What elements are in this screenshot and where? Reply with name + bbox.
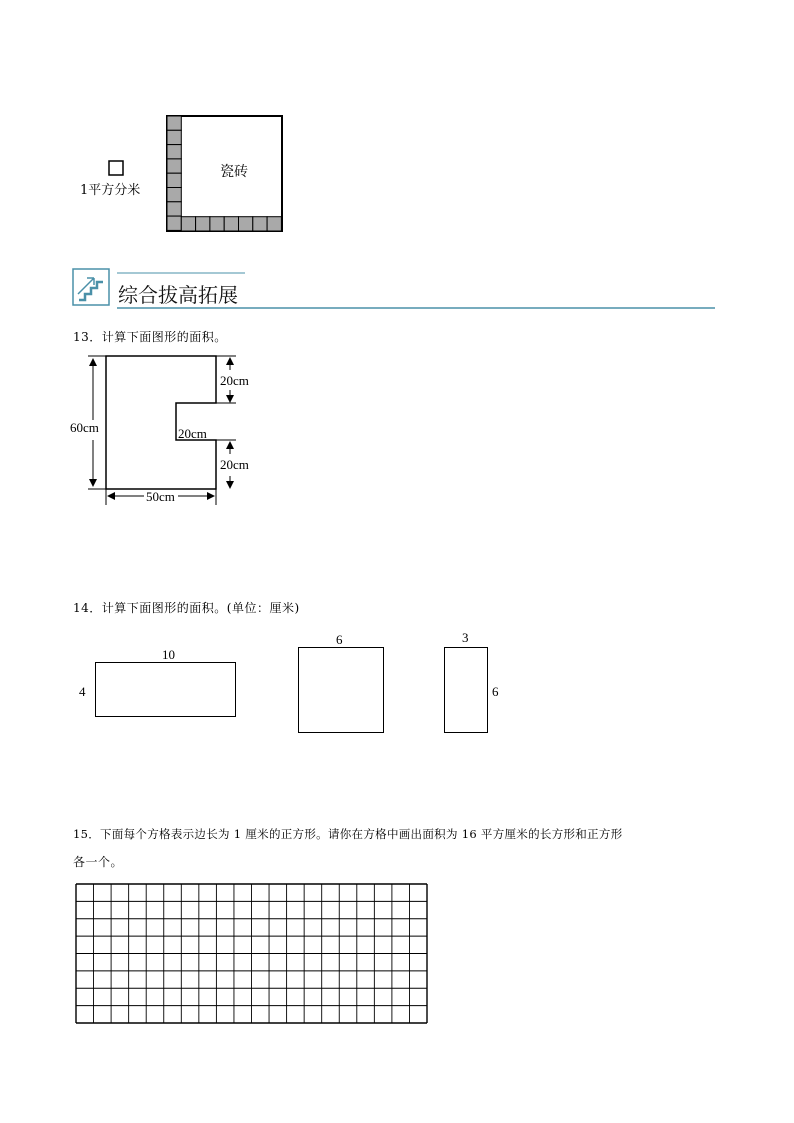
unit-label: 1平方分米 — [80, 183, 141, 198]
section-title: 综合拔高拓展 — [118, 283, 238, 307]
q14-rect2-height-label: 6 — [492, 684, 499, 699]
tile-cell — [167, 130, 181, 144]
q14-rect1-width-label: 10 — [162, 647, 175, 662]
tile-cell — [196, 217, 210, 231]
q13-text: 13．计算下面图形的面积。 — [73, 330, 227, 344]
tile-figure-svg — [70, 110, 300, 240]
tile-cell — [167, 188, 181, 202]
unit-square — [109, 161, 123, 175]
q13-bottom-width-label: 50cm — [146, 489, 175, 504]
tile-cell — [181, 217, 195, 231]
q15-text-line1: 15．下面每个方格表示边长为 1 厘米的正方形。请你在方格中画出面积为 16 平方厘米的长方形和正方形 — [73, 827, 623, 841]
q15-grid[interactable] — [75, 883, 428, 1024]
q14-square-side-label: 6 — [336, 632, 343, 647]
tile-cell — [167, 159, 181, 173]
tile-cell — [224, 217, 238, 231]
notched-shape — [106, 356, 216, 489]
q14-rect1-height-label: 4 — [79, 684, 86, 699]
q13-figure — [60, 350, 280, 510]
tile-cell — [267, 217, 281, 231]
tile-cell — [239, 217, 253, 231]
tile-cell — [167, 216, 181, 230]
q14-text: 14．计算下面图形的面积。(单位：厘米) — [73, 601, 300, 615]
tile-figure — [70, 110, 300, 240]
q13-left-height-label: 60cm — [70, 420, 99, 435]
q13-bottom-right-label: 20cm — [220, 457, 249, 472]
tile-label: 瓷砖 — [220, 164, 248, 180]
tile-cell — [210, 217, 224, 231]
tile-cell — [167, 116, 181, 130]
tile-cell — [167, 145, 181, 159]
q13-notch-label: 20cm — [178, 426, 207, 441]
q14-rect2 — [444, 647, 488, 733]
q14-rect1 — [95, 662, 236, 717]
q14-rect2-width-label: 3 — [462, 630, 469, 645]
q13-top-right-label: 20cm — [220, 373, 249, 388]
tile-cell — [167, 173, 181, 187]
q14-square — [298, 647, 384, 733]
tile-cell — [253, 217, 267, 231]
tile-cell — [167, 202, 181, 216]
q15-text-line2: 各一个。 — [73, 855, 124, 869]
q15-grid-svg[interactable] — [75, 883, 428, 1024]
